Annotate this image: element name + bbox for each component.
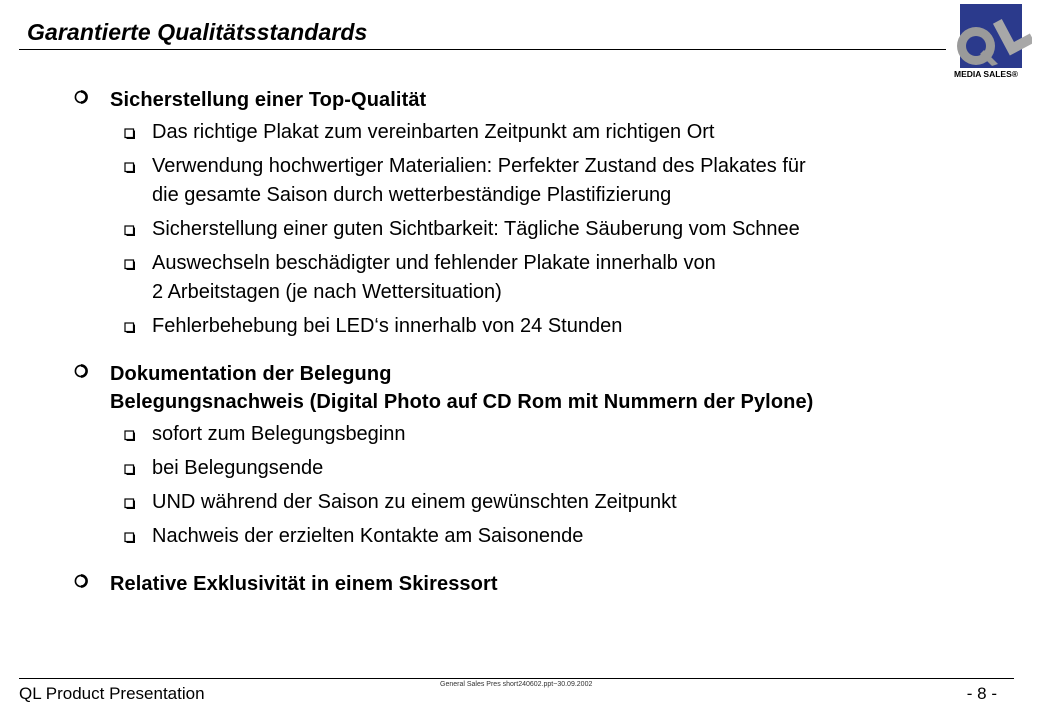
shadowed-square-icon	[124, 430, 136, 442]
list-item-text: Nachweis der erzielten Kontakte am Saisonende	[152, 525, 584, 547]
section-heading-line: Relative Exklusivität in einem Skiressort	[110, 573, 498, 595]
list-item	[110, 215, 1004, 244]
sub-item-list	[110, 118, 1004, 341]
list-item	[110, 454, 1004, 483]
page-title: Garantierte Qualitätsstandards	[27, 19, 368, 45]
section-exclusivity	[74, 570, 1004, 598]
list-item	[110, 522, 1004, 551]
shadowed-square-icon	[124, 464, 136, 476]
section-top-quality	[74, 86, 1004, 341]
open-circle-icon	[74, 574, 88, 588]
sub-item-list	[110, 420, 1004, 551]
list-item	[110, 152, 1004, 210]
list-item-text: UND während der Saison zu einem gewünschten Zeitpunkt	[152, 491, 677, 513]
list-item-text: die gesamte Saison durch wetterbeständige Plastifizierung	[152, 184, 672, 206]
list-item-text: bei Belegungsende	[152, 457, 324, 479]
bullet-content	[74, 86, 1004, 598]
page-number: - 8 -	[966, 684, 997, 703]
footer-rule	[19, 678, 1014, 679]
shadowed-square-icon	[124, 498, 136, 510]
list-item	[110, 420, 1004, 449]
list-item	[110, 488, 1004, 517]
list-item-text: Auswechseln beschädigter und fehlender Plakate innerhalb von	[152, 252, 716, 274]
list-item	[110, 249, 1004, 307]
shadowed-square-icon	[124, 128, 136, 140]
list-item	[110, 312, 1004, 341]
logo-caption: MEDIA SALES®	[954, 69, 1019, 79]
section-heading	[110, 570, 1004, 598]
list-item-text: 2 Arbeitstagen (je nach Wettersituation)	[152, 281, 502, 303]
section-heading-line: Dokumentation der Belegung	[110, 363, 392, 385]
shadowed-square-icon	[124, 225, 136, 237]
list-item-text: Fehlerbehebung bei LED‘s innerhalb von 24 Stunden	[152, 315, 623, 337]
header-rule	[19, 49, 946, 50]
list-item-text: Das richtige Plakat zum vereinbarten Zeitpunkt am richtigen Ort	[152, 121, 715, 143]
open-circle-icon	[74, 364, 88, 378]
section-heading	[110, 360, 1004, 416]
footer-file-info: General Sales Pres short240602.ppt~30.09.2002	[440, 681, 593, 688]
list-item	[110, 118, 1004, 147]
list-item-text: sofort zum Belegungsbeginn	[152, 423, 406, 445]
section-documentation	[74, 360, 1004, 551]
footer-presentation-name: QL Product Presentation	[19, 684, 205, 703]
shadowed-square-icon	[124, 162, 136, 174]
shadowed-square-icon	[124, 259, 136, 271]
list-item-text: Verwendung hochwertiger Materialien: Perfekter Zustand des Plakates für	[152, 155, 806, 177]
section-heading-line: Sicherstellung einer Top-Qualität	[110, 89, 427, 111]
shadowed-square-icon	[124, 532, 136, 544]
section-heading-line: Belegungsnachweis (Digital Photo auf CD Rom mit Nummern der Pylone)	[110, 391, 814, 413]
open-circle-icon	[74, 90, 88, 104]
list-item-text: Sicherstellung einer guten Sichtbarkeit: Tägliche Säuberung vom Schnee	[152, 218, 800, 240]
section-heading	[110, 86, 1004, 114]
shadowed-square-icon	[124, 322, 136, 334]
logo-letters: QL	[991, 66, 993, 67]
